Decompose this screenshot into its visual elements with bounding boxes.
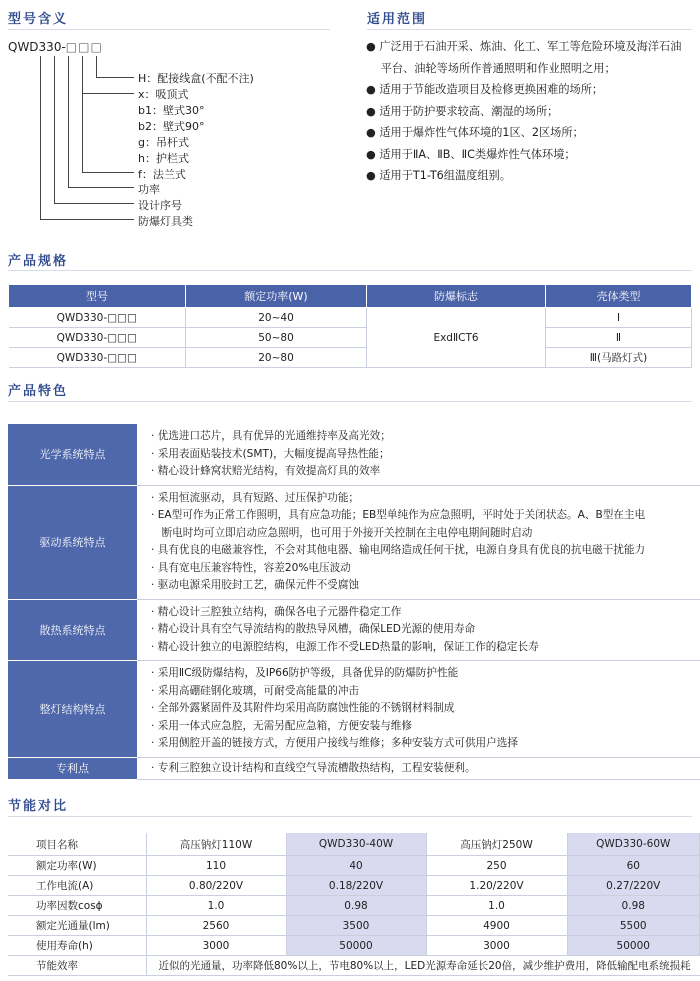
table-cell: 1.0 [146,896,286,916]
table-cell: 使用寿命(h) [8,936,146,956]
divider [8,816,692,817]
table-cell: 0.80/220V [146,876,286,896]
table-row [8,916,700,936]
table-cell: QWD330-□□□ [9,328,186,348]
feature-label-patent: 专利点 [8,757,137,780]
table-cell: 40 [286,856,426,876]
features-table [8,424,700,780]
table-header: 项目名称 [8,833,146,856]
efficiency-label: 节能效率 [8,956,146,976]
model-label-x: x：吸顶式 [138,88,189,101]
table-cell: 1.0 [426,896,567,916]
divider [8,401,692,402]
feature-line: · 优选进口芯片，具有优异的光通维持率及高光效； [151,430,391,442]
table-cell: 110 [146,856,286,876]
compare-title: 节能对比 [8,799,69,814]
table-cell: Ⅰ [546,308,692,328]
divider [367,29,692,30]
feature-line: · 采用恒流驱动，具有短路、过压保护功能； [151,491,360,504]
feature-line: · 精心设计具有空气导流结构的散热导风槽，确保LED光源的使用寿命 [151,623,476,635]
table-cell: 3000 [146,936,286,956]
table-cell: 50000 [567,936,700,956]
table-header: QWD330-60W [567,833,700,856]
feature-line: · 采用ⅡC级防爆结构，及IP66防护等级，具备优异的防爆防护性能 [151,667,459,679]
feature-line: · 精心设计三腔独立结构，确保各电子元器件稳定工作 [151,605,402,618]
feature-label-driver: 驱动系统特点 [8,485,137,599]
model-label-h2: h：护栏式 [138,152,189,165]
table-header: 高压钠灯250W [426,833,567,856]
feature-line: · EA型可作为正常工作照明，具有应急功能；EB型单纯作为应急照明，平时处于关闭状态。A、B型在主电 [151,509,646,521]
table-row [8,485,700,599]
table-header: QWD330-40W [286,833,426,856]
table-cell: 20~80 [186,348,367,368]
table-cell: 0.18/220V [286,876,426,896]
scope-title: 适用范围 [367,12,428,27]
table-cell: 0.98 [286,896,426,916]
feature-label-structure: 整灯结构特点 [8,661,137,758]
list-item: ● 适用于爆炸性气体环境的1区、2区场所； [366,126,584,139]
table-header-row [8,833,700,856]
feature-line: · 精心设计蜂窝状赔光结构，有效提高灯具的效率 [151,465,381,477]
table-cell: 工作电流(A) [8,876,146,896]
feature-line: · 采用表面贴装技术(SMT)，大幅度提高导热性能； [151,447,390,460]
table-row [9,348,692,368]
table-row [9,308,692,328]
feature-line: · 采用侧腔开盖的链接方式，方便用户接线与维修；多种安装方式可供用户选择 [151,737,518,749]
table-cell: 3000 [426,936,567,956]
feature-line: · 驱动电源采用胶封工艺，确保元件不受腐蚀 [151,579,360,591]
model-label-b2: b2：壁式90° [138,120,205,133]
divider [8,270,692,271]
feature-line: · 精心设计独立的电源腔结构，电源工作不受LED热量的影响，保证工作的稳定长寿 [151,640,539,653]
table-cell: 额定光通量(lm) [8,916,146,936]
table-cell: 0.27/220V [567,876,700,896]
table-row [8,876,700,896]
table-cell: Ⅱ [546,328,692,348]
feature-label-thermal: 散热系统特点 [8,599,137,661]
model-label-class: 防爆灯具类 [138,215,193,228]
table-row [8,661,700,758]
table-cell: QWD330-□□□ [9,308,186,328]
model-label-power: 功率 [138,183,160,196]
model-label-b1: b1：壁式30° [138,104,205,117]
table-cell: 20~40 [186,308,367,328]
table-cell: 1.20/220V [426,876,567,896]
model-label-h: H：配接线盒(不配不注) [138,72,254,85]
table-cell: 4900 [426,916,567,936]
model-label-serial: 设计序号 [138,199,182,212]
feature-content [137,661,700,758]
table-cell: 3500 [286,916,426,936]
feature-content [137,599,700,661]
model-prefix: QWD330- [8,40,66,54]
list-item: ● 适用于防护要求较高、潮湿的场所； [366,104,559,118]
table-cell: 5500 [567,916,700,936]
table-row [8,424,700,485]
table-cell: 50000 [286,936,426,956]
feature-content [137,485,700,599]
table-header: 额定功率(W) [186,285,367,308]
table-header: 防爆标志 [367,285,546,308]
efficiency-text: 近似的光通量，功率降低80%以上，节电80%以上，LED光源寿命延长20倍，减少维护费用，降低输配电系统损耗 [146,956,700,976]
table-cell: 额定功率(W) [8,856,146,876]
model-boxes: □□□ [65,40,103,54]
list-item: ● 适用于节能改造项目及检修更换困难的场所； [366,83,604,96]
table-row [8,936,700,956]
list-item: ● 适用于T1-T6组温度组别。 [366,169,511,182]
feature-line: · 采用高硼硅钢化玻璃，可耐受高能量的冲击 [151,684,360,697]
table-row [8,956,700,976]
table-row [8,757,700,780]
model-label-f: f：法兰式 [138,168,186,181]
table-row [8,896,700,916]
model-meaning-title: 型号含义 [8,12,69,27]
table-header-row [9,285,692,308]
table-header: 高压钠灯110W [146,833,286,856]
table-header: 型号 [9,285,186,308]
table-cell: Ⅲ(马路灯式) [546,348,692,368]
table-cell: 0.98 [567,896,700,916]
compare-table [8,833,700,976]
model-label-g: g：吊杆式 [138,136,189,149]
table-row [8,856,700,876]
spec-title: 产品规格 [8,254,69,269]
features-title: 产品特色 [8,384,69,399]
feature-content [137,757,700,780]
table-cell: 50~80 [186,328,367,348]
feature-content [137,424,700,485]
table-cell: 2560 [146,916,286,936]
feature-line: · 具有宽电压兼容特性，容差20%电压波动 [151,561,351,574]
feature-line: · 全部外露紧固件及其附件均采用高防腐蚀性能的不锈钢材料制成 [151,702,455,714]
table-cell: QWD330-□□□ [9,348,186,368]
scope-list [366,36,681,187]
feature-line: · 采用一体式应急腔，无需另配应急箱，方便安装与维修 [151,719,412,732]
explosion-mark: ExdⅡCT6 [367,308,546,368]
table-header: 壳体类型 [546,285,692,308]
feature-line: 断电时均可立即启动应急照明，也可用于外接开关控制在主电停电期间随时启动 [151,526,533,539]
list-item: ● 适用于ⅡA、ⅡB、ⅡC类爆炸性气体环境； [366,147,576,161]
list-item: ● 广泛用于石油开采、炼油、化工、军工等危险环境及海洋石油 [366,40,682,53]
feature-line: · 专利三腔独立设计结构和直线空气导流槽散热结构，工程安装便利。 [151,761,476,774]
table-row [9,328,692,348]
table-cell: 60 [567,856,700,876]
feature-line: · 具有优良的电磁兼容性，不会对其他电器、输电网络造成任何干扰，电源自身具有优良的抗电磁干扰能力 [151,544,646,556]
list-item: 平台、油轮等场所作普通照明和作业照明之用； [366,61,616,75]
feature-label-optical: 光学系统特点 [8,424,137,485]
table-row [8,599,700,661]
table-cell: 250 [426,856,567,876]
spec-table [8,284,692,368]
table-cell: 功率因数cosϕ [8,896,146,916]
